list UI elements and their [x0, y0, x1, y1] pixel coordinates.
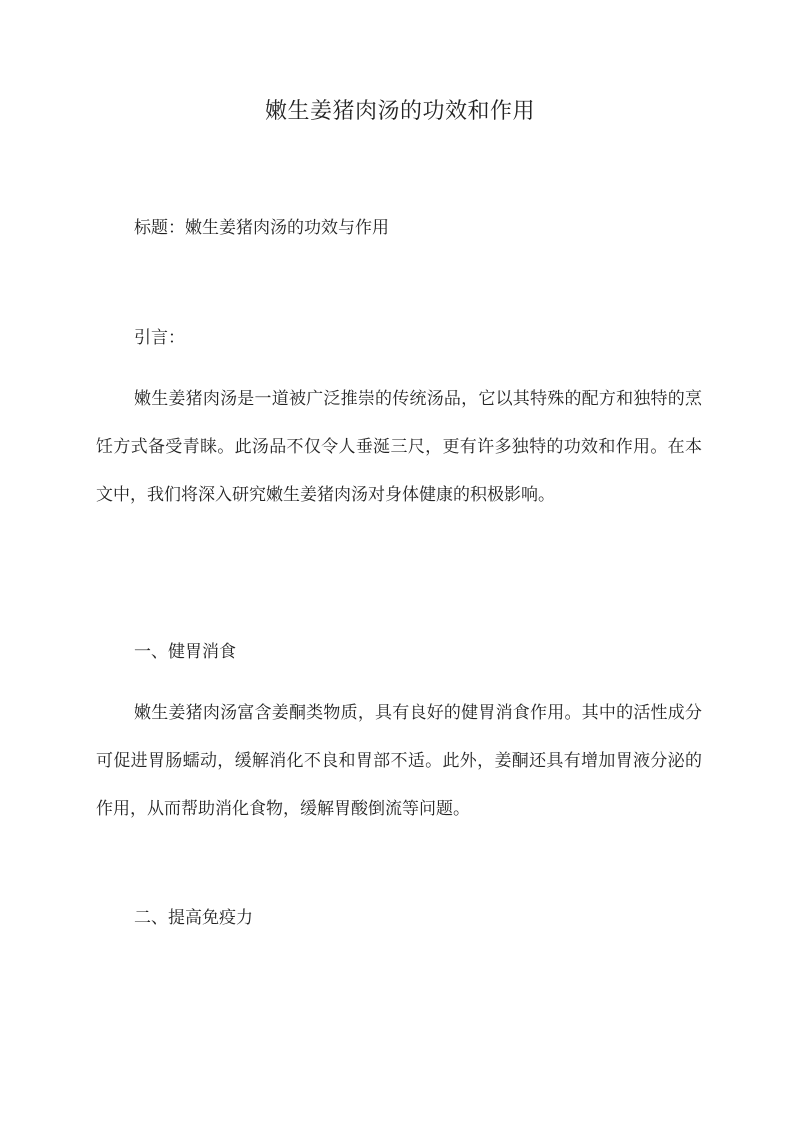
intro-paragraph: 嫩生姜猪肉汤是一道被广泛推崇的传统汤品，它以其特殊的配方和独特的烹饪方式备受青睐。此汤品不仅令人垂涎三尺，更有许多独特的功效和作用。在本文中，我们将深入研究嫩生姜猪肉汤对身体健康的积极影响。	[96, 389, 702, 505]
section-heading-immunity: 二、提高免疫力	[134, 908, 253, 928]
subtitle-line: 标题：嫩生姜猪肉汤的功效与作用	[134, 218, 389, 238]
section-paragraph-digestion: 嫩生姜猪肉汤富含姜酮类物质，具有良好的健胃消食作用。其中的活性成分可促进胃肠蠕动，缓解消化不良和胃部不适。此外，姜酮还具有增加胃液分泌的作用，从而帮助消化食物，缓解胃酸倒流等问题。	[96, 703, 702, 819]
document-title: 嫩生姜猪肉汤的功效和作用	[264, 99, 535, 124]
intro-heading: 引言：	[134, 328, 185, 348]
section-heading-digestion: 一、健胃消食	[134, 642, 236, 662]
